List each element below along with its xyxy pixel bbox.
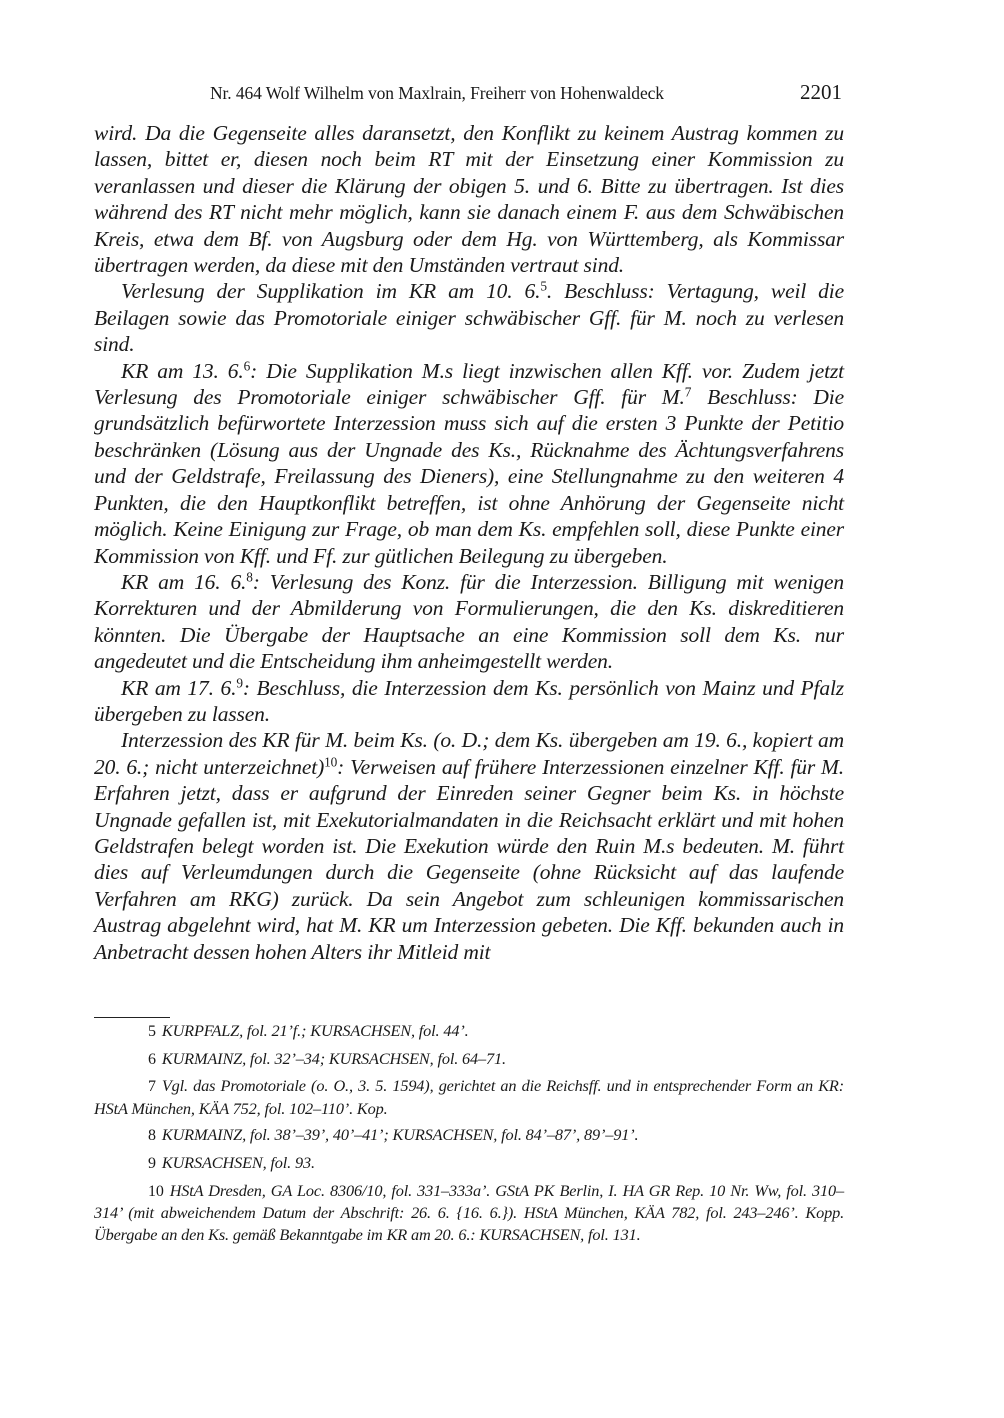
- footnote-reference[interactable]: 9: [236, 675, 243, 691]
- paragraph-text: Beschluss: Die grundsätzlich befürwortete Interzession muss sich auf die ersten 3 Punkte der Petitio beschränken (Lösung aus der Ungnade des Ks., Rücknahme des Ächtungsverfahrens und der Geldstrafe, Freilassung des Dieners), eine Stellungnahme zu den weiteren 4 Punkten, die den Hauptkonflikt betreffen, ist ohne Anhörung der Gegenseite nicht möglich. Keine Einigung zur Frage, ob man dem Ks. empfehlen soll, diese Punkte einer Kommission von Kff. und Ff. zur gütlichen Beilegung zu übergeben.: [94, 385, 845, 568]
- running-title: Nr. 464 Wolf Wilhelm von Maxlrain, Freiherr von Hohenwaldeck: [210, 83, 664, 103]
- footnote-text: , fol. 131.: [580, 1224, 641, 1244]
- footnote-text: Vgl. das Promotoriale (o. O., 3. 5. 1594), gerichtet an die Reichsff. und in entsprechender Form an KR: HStA München, KÄA 752, fol. 102–110’. Kop.: [94, 1076, 844, 1118]
- footnote-text: KURSACHSEN: [392, 1125, 494, 1145]
- paragraph: [94, 120, 844, 278]
- footnote-number: 7: [148, 1078, 156, 1096]
- footnote-reference[interactable]: 10: [324, 754, 338, 770]
- footnote-text: HStA Dresden, GA Loc. 8306/10, fol. 331–333a’. GStA PK Berlin, I. HA GR Rep. 10 Nr. Ww, fol. 310–314’ (mit abweichendem Datum der Abschrift: 26. 6. {16. 6.}). HStA München, KÄA 782, fol. 243–246’. Kopp. Übergabe an den Ks. gemäß Bekanntgabe im KR am 20. 6.:: [94, 1180, 844, 1244]
- paragraph-text: KR am 17. 6.: [121, 675, 237, 700]
- paragraph-text: Verlesung der Supplikation im KR am 10. 6.: [121, 279, 541, 304]
- footnote-text: , fol. 64–71.: [429, 1048, 506, 1068]
- footnote-number: 10: [148, 1182, 164, 1200]
- footnote-reference[interactable]: 5: [540, 279, 547, 295]
- page-header: [94, 80, 844, 108]
- paragraph-text: : Verlesung des Konz. für die Interzession. Billigung mit wenigen Korrekturen und der Abmilderung von Formulierungen, die den Ks. diskreditieren könnten. Die Übergabe der Hauptsache an eine Kommission soll dem Ks. nur angedeutet und die Entscheidung ihm anheimgestellt werden.: [94, 569, 844, 674]
- footnote-number: 6: [148, 1050, 156, 1068]
- footnote-text: , fol. 93.: [262, 1152, 315, 1172]
- footnote-text: KURSACHSEN: [310, 1021, 411, 1040]
- paragraph: [94, 278, 844, 357]
- footnote: [94, 1180, 844, 1246]
- footnote: [94, 1048, 844, 1071]
- footnote: [94, 1152, 844, 1175]
- paragraph: [94, 569, 844, 675]
- footnote-text: KURSACHSEN: [161, 1152, 263, 1172]
- footnotes: [94, 1020, 844, 1250]
- footnote-reference[interactable]: 6: [243, 358, 251, 374]
- footnote-text: , fol. 38’–39’, 40’–41’;: [242, 1125, 393, 1145]
- page-number: 2201: [800, 80, 842, 104]
- footnote-text: KURSACHSEN: [328, 1048, 430, 1068]
- document-page: [94, 0, 844, 1418]
- footnote-reference[interactable]: 7: [684, 384, 692, 400]
- footnote: [94, 1124, 844, 1147]
- footnote-text: , fol. 44’.: [410, 1021, 469, 1040]
- paragraph-text: : Die Supplikation M.s liegt inzwischen allen Kff. vor. Zudem jetzt Verlesung des Promotoriale einiger schwäbischer Gff. für M.: [94, 358, 844, 410]
- paragraph-text: : Beschluss, die Interzession dem Ks. persönlich von Mainz und Pfalz übergeben zu lassen.: [94, 675, 845, 726]
- footnote-text: , fol. 32’–34;: [242, 1048, 329, 1068]
- footnote-number: 9: [148, 1154, 156, 1172]
- paragraph-text: Interzession des KR für M. beim Ks. (o. D.; dem Ks. übergeben am 19. 6., kopiert am 20. 6.; nicht unterzeichnet): [94, 728, 844, 779]
- paragraph: [94, 675, 844, 728]
- paragraph: [94, 358, 844, 569]
- footnote: [94, 1020, 844, 1043]
- paragraph-text: . Beschluss: Vertagung, weil die Beilagen sowie das Promotoriale einiger schwäbischer Gff. für M. noch zu verlesen sind.: [94, 279, 844, 357]
- paragraph-text: : Verweisen auf frühere Interzessionen einzelner Kff. für M. Erfahren jetzt, dass er aufgrund der Einreden seiner Gegner beim Ks. in höchste Ungnade gefallen ist, mit Exekutorialmandaten in die Reichsacht erklärt und mit hohen Geldstrafen belegt worden ist. Die Exekution würde den Ruin M.s bedeuten. M. führt dies auf Verleumdungen durch die Gegenseite (ohne Rücksicht auf das laufende Verfahren am RKG) zurück. Da sein Angebot zum schleunigen kommissarischen Austrag abgelehnt wird, hat M. KR um Interzession gebeten. Die Kff. bekunden auch in Anbetracht dessen hohen Alters ihr Mitleid mit: [94, 754, 844, 964]
- main-text: [94, 120, 844, 965]
- footnote-text: KURMAINZ: [161, 1125, 243, 1145]
- footnote-number: 8: [148, 1127, 156, 1145]
- footnote-text: KURMAINZ: [161, 1048, 243, 1068]
- paragraph-text: wird. Da die Gegenseite alles daransetzt, den Konflikt zu keinem Austrag kommen zu lassen, bittet er, diesen noch beim RT mit der Einsetzung einer Kommission zu veranlassen und dieser die Klärung der obigen 5. und 6. Bitte zu übertragen. Ist dies während des RT nicht mehr möglich, kann sie danach einem F. aus dem Schwäbischen Kreis, etwa dem Bf. von Augsburg oder dem Hg. von Württemberg, als Kommissar übertragen werden, da diese mit den Umständen vertraut sind.: [94, 121, 844, 278]
- footnote-text: , fol. 21’f.;: [239, 1021, 311, 1040]
- footnote-text: KURSACHSEN: [479, 1224, 581, 1244]
- footnote-reference[interactable]: 8: [246, 569, 253, 585]
- footnote-text: , fol. 84’–87’, 89’–91’.: [493, 1125, 639, 1145]
- paragraph-text: KR am 16. 6.: [121, 569, 247, 594]
- paragraph-text: KR am 13. 6.: [121, 358, 244, 383]
- footnote-separator: [94, 1017, 170, 1018]
- footnote-number: 5: [148, 1023, 156, 1040]
- paragraph: [94, 727, 844, 965]
- footnote: [94, 1075, 844, 1119]
- footnote-text: KURPFALZ: [161, 1021, 240, 1040]
